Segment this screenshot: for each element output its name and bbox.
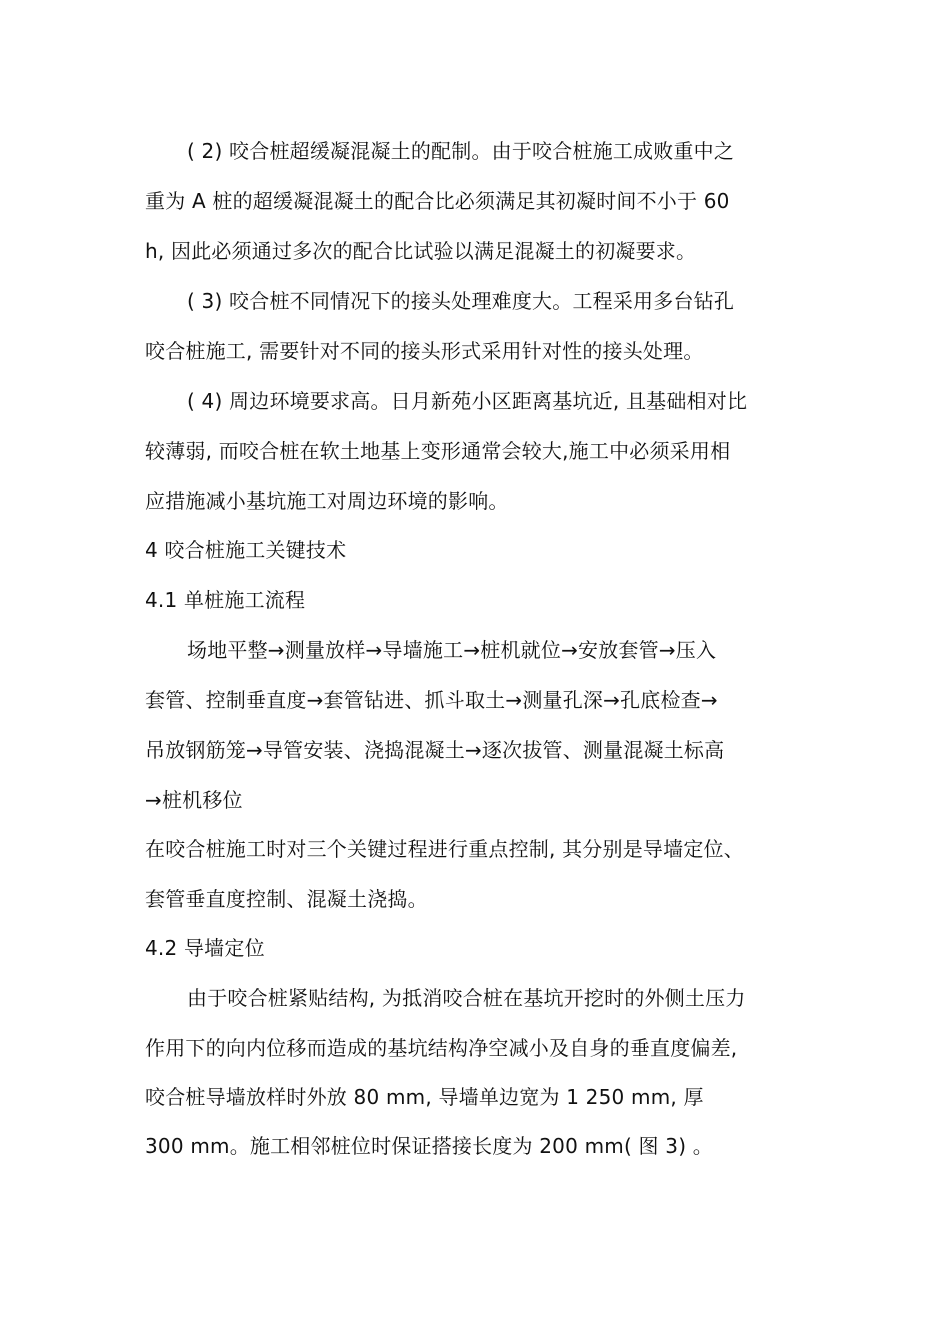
paragraph-2-line-3: h, 因此必须通过多次的配合比试验以满足混凝土的初凝要求。 <box>145 239 697 263</box>
control-paragraph-line-1: 在咬合桩施工时对三个关键过程进行重点控制, 其分别是导墙定位、 <box>145 837 744 861</box>
paragraph-4-line-2: 较薄弱, 而咬合桩在软土地基上变形通常会较大,施工中必须采用相 <box>145 439 731 463</box>
paragraph-3-line-1: ( 3) 咬合桩不同情况下的接头处理难度大。工程采用多台钻孔 <box>187 289 735 313</box>
flow-paragraph-line-3: 吊放钢筋笼→导管安装、浇捣混凝土→逐次拔管、测量混凝土标高 <box>145 738 725 762</box>
paragraph-4-line-1: ( 4) 周边环境要求高。日月新苑小区距离基坑近, 且基础相对比 <box>187 389 748 413</box>
paragraph-2-line-1: ( 2) 咬合桩超缓凝混凝土的配制。由于咬合桩施工成败重中之 <box>187 139 735 163</box>
paragraph-2-line-2: 重为 A 桩的超缓凝混凝土的配合比必须满足其初凝时间不小于 60 <box>145 189 730 213</box>
flow-paragraph-line-2: 套管、控制垂直度→套管钻进、抓斗取土→测量孔深→孔底检查→ <box>145 688 718 712</box>
paragraph-3-line-2: 咬合桩施工, 需要针对不同的接头形式采用针对性的接头处理。 <box>145 339 704 363</box>
guide-wall-paragraph-line-3: 咬合桩导墙放样时外放 80 mm, 导墙单边宽为 1 250 mm, 厚 <box>145 1085 704 1109</box>
guide-wall-paragraph-line-1: 由于咬合桩紧贴结构, 为抵消咬合桩在基坑开挖时的外侧土压力 <box>187 986 746 1010</box>
guide-wall-paragraph-line-4: 300 mm。施工相邻桩位时保证搭接长度为 200 mm( 图 3) 。 <box>145 1134 713 1158</box>
paragraph-4-line-3: 应措施减小基坑施工对周边环境的影响。 <box>145 489 509 513</box>
flow-paragraph-line-1: 场地平整→测量放样→导墙施工→桩机就位→安放套管→压入 <box>187 638 717 662</box>
control-paragraph-line-2: 套管垂直度控制、混凝土浇捣。 <box>145 887 428 911</box>
guide-wall-paragraph-line-2: 作用下的向内位移而造成的基坑结构净空减小及自身的垂直度偏差, <box>145 1036 738 1060</box>
section-heading-4: 4 咬合桩施工关键技术 <box>145 538 347 562</box>
section-heading-4-1: 4.1 单桩施工流程 <box>145 588 306 612</box>
flow-paragraph-line-4: →桩机移位 <box>145 788 243 812</box>
section-heading-4-2: 4.2 导墙定位 <box>145 936 265 960</box>
